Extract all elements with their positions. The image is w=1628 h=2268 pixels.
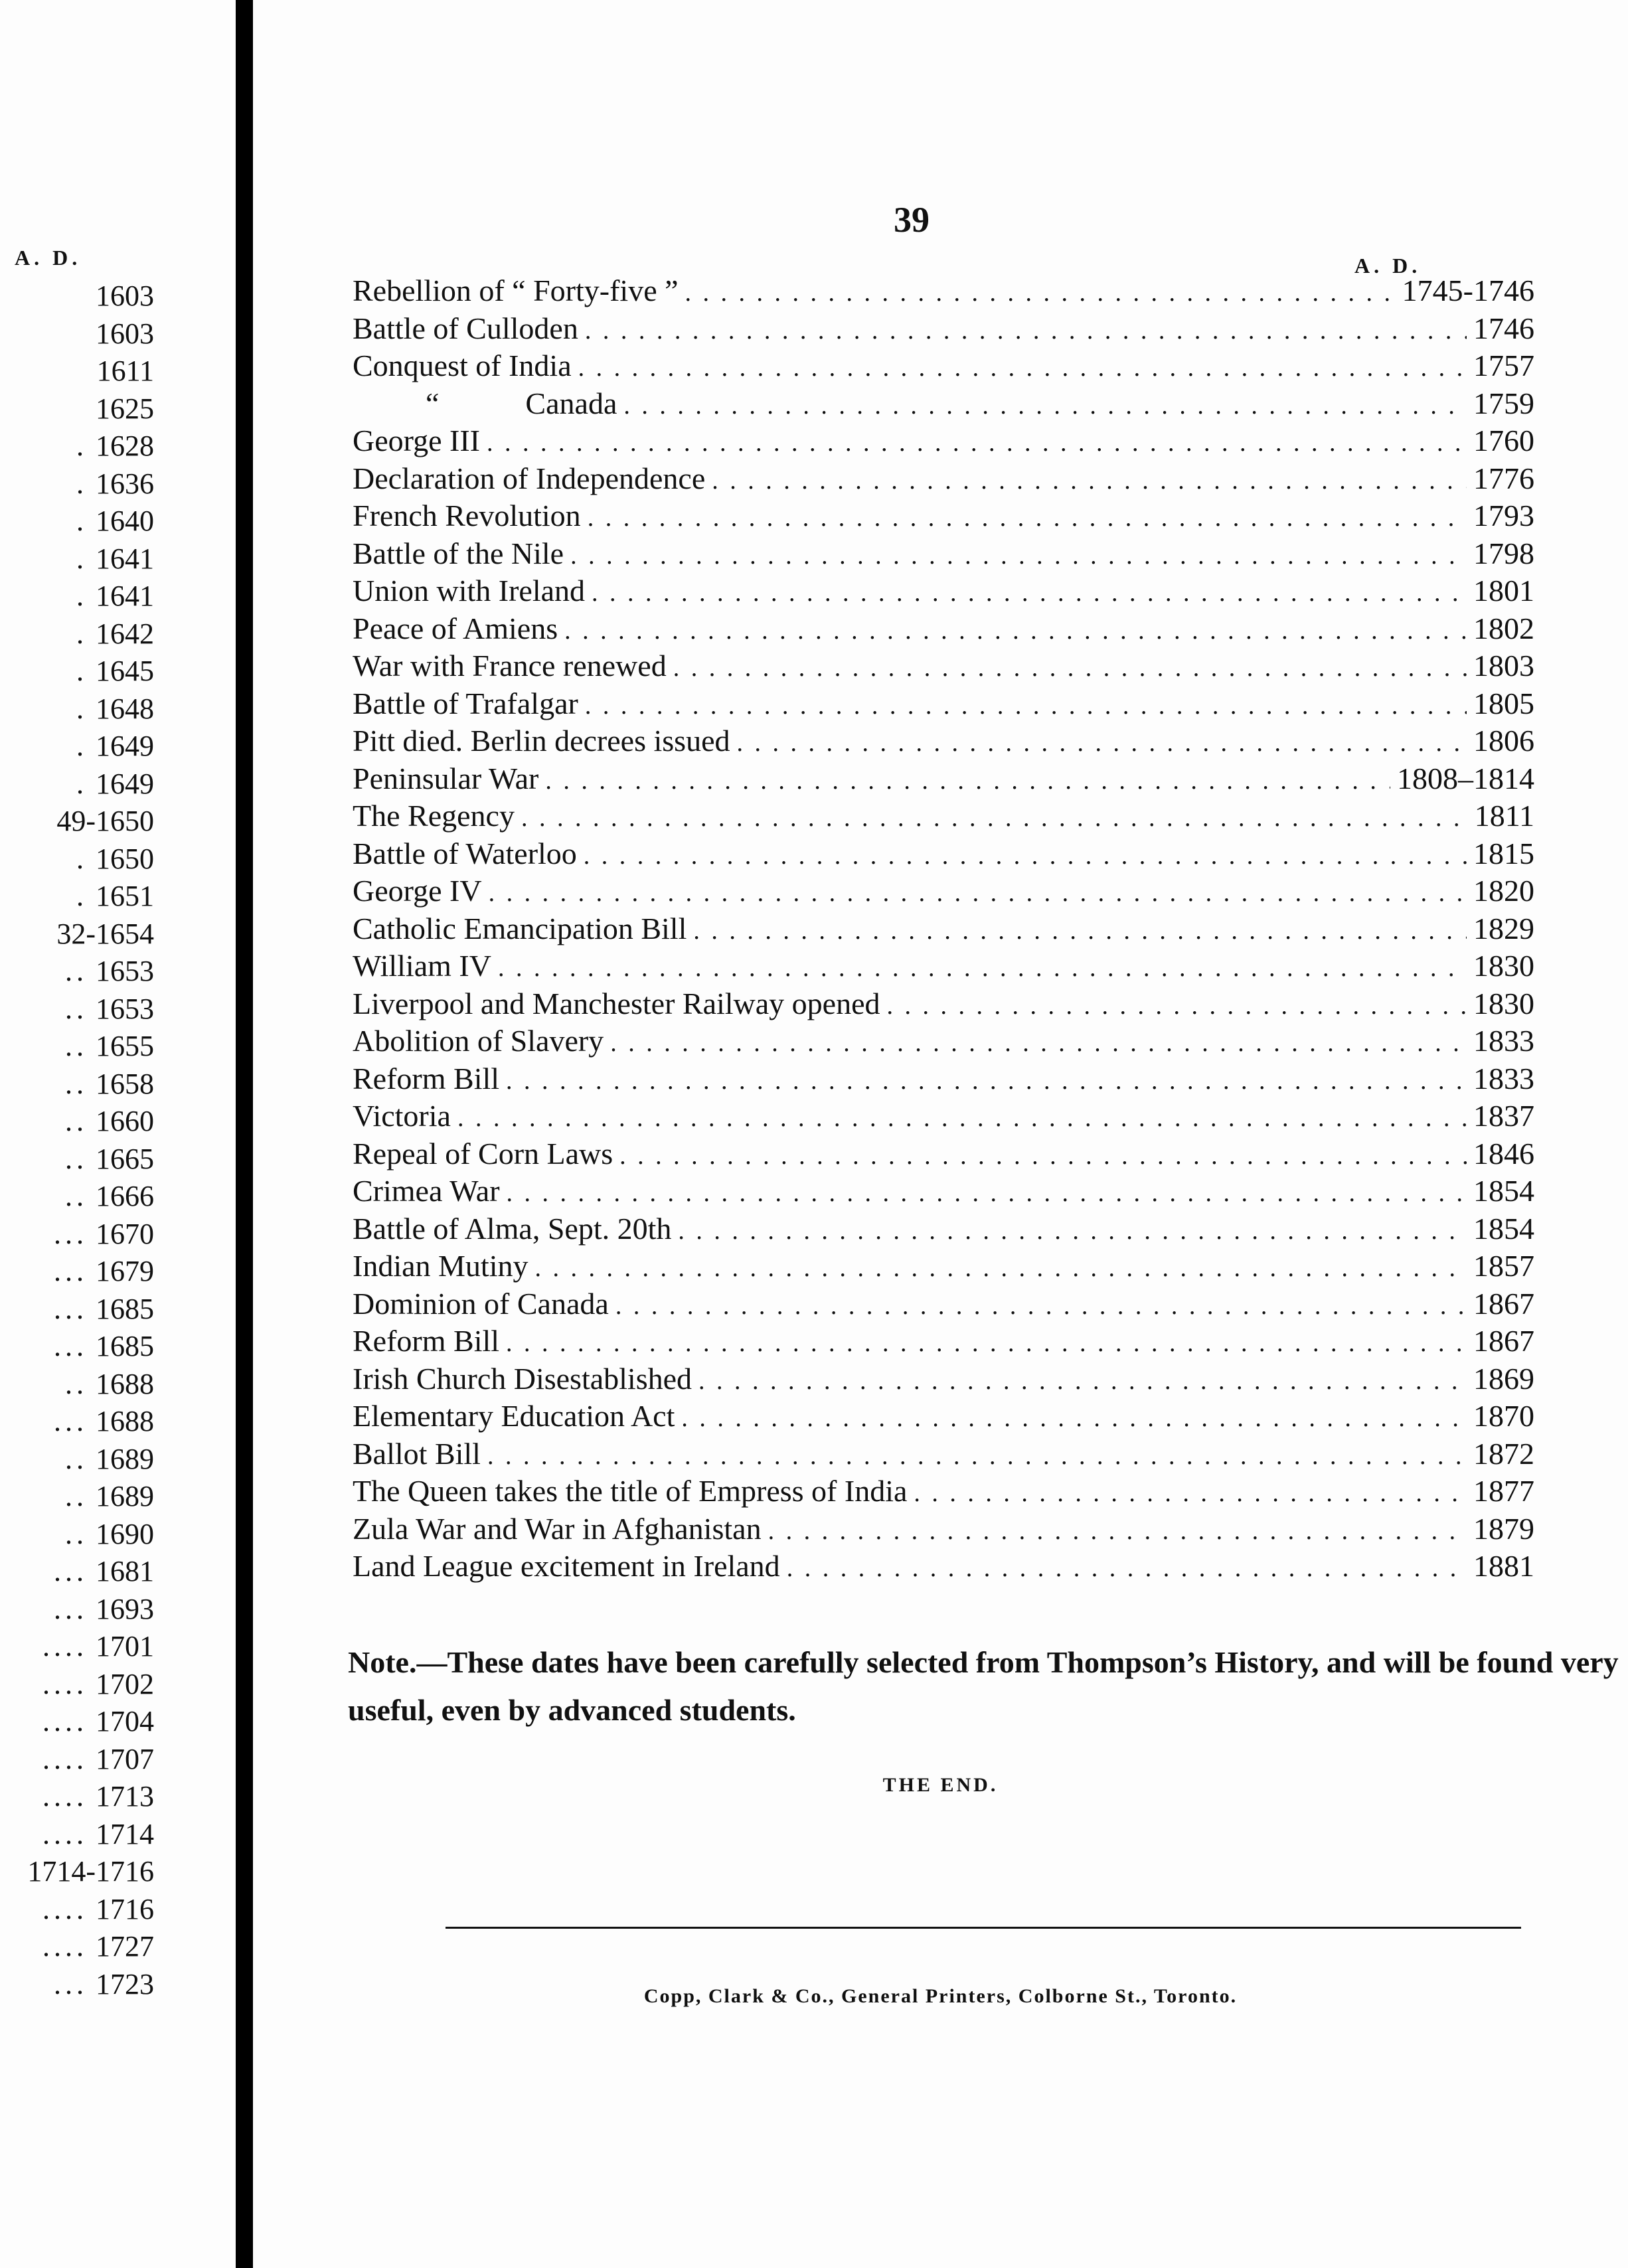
left-date: 1666	[96, 1180, 154, 1212]
left-date-row	[0, 653, 154, 690]
leader-dots	[498, 949, 1467, 987]
left-date-row	[0, 1478, 154, 1516]
left-date-row	[0, 1103, 154, 1141]
event-date: 1869	[1473, 1361, 1534, 1396]
chronology-entry	[353, 1060, 1534, 1098]
left-date-row	[0, 1853, 154, 1891]
event-name: French Revolution	[353, 499, 581, 532]
left-date-row	[0, 766, 154, 803]
event-name: The Regency	[353, 799, 515, 833]
left-date: 1653	[96, 992, 154, 1025]
leader-dots	[489, 874, 1467, 912]
left-date: 1649	[96, 767, 154, 800]
event-date: 1815	[1473, 836, 1534, 870]
date-column-header: A. D.	[1354, 254, 1422, 278]
left-leader-dots: ..	[65, 1367, 88, 1400]
chronology-entry	[353, 1285, 1534, 1323]
leader-dots	[623, 387, 1467, 425]
event-name: Abolition of Slavery	[353, 1024, 604, 1058]
event-name: Pitt died. Berlin decrees issued	[353, 724, 730, 758]
event-date: 1798	[1473, 536, 1534, 570]
event-date: 1829	[1473, 911, 1534, 945]
left-date: 1642	[96, 617, 154, 650]
left-leader-dots: ....	[42, 1742, 88, 1775]
event-date: 1830	[1473, 949, 1534, 983]
leader-dots	[768, 1512, 1467, 1550]
left-date-row	[0, 1441, 154, 1479]
left-leader-dots: .	[76, 430, 88, 462]
event-name: Catholic Emancipation Bill	[353, 911, 687, 945]
left-date-row	[0, 1516, 154, 1554]
event-name: Land League excitement in Ireland	[353, 1549, 780, 1583]
left-leader-dots: ..	[65, 1067, 88, 1100]
leader-dots	[487, 424, 1467, 462]
left-date-row	[0, 1366, 154, 1404]
left-date-row	[0, 1178, 154, 1216]
left-leader-dots: ...	[54, 1255, 88, 1287]
leader-dots	[584, 837, 1467, 875]
left-date: 1704	[96, 1705, 154, 1738]
left-leader-dots: ....	[42, 1817, 88, 1850]
event-date: 1745-1746	[1402, 274, 1534, 307]
left-date: 1650	[96, 842, 154, 875]
left-leader-dots: ..	[65, 1517, 88, 1550]
chronology-entry	[353, 1435, 1534, 1473]
event-date: 1808–1814	[1397, 761, 1534, 795]
event-name: Peninsular War	[353, 761, 539, 795]
event-date: 1802	[1473, 611, 1534, 645]
chronology-entry	[353, 610, 1534, 648]
left-date: 1660	[96, 1105, 154, 1137]
event-name: Union with Ireland	[353, 574, 586, 608]
left-leader-dots: ...	[54, 1405, 88, 1437]
event-name: Conquest of India	[353, 349, 572, 382]
chronology-entry	[353, 647, 1534, 685]
left-leader-dots: .	[76, 617, 88, 650]
left-date: 1685	[96, 1292, 154, 1325]
leader-dots	[712, 462, 1467, 500]
left-leader-dots: .	[76, 692, 88, 725]
chronology-entry	[353, 1398, 1534, 1435]
left-leader-dots: .	[76, 542, 88, 575]
left-date: 1603	[96, 317, 154, 350]
event-date: 1806	[1473, 724, 1534, 758]
left-leader-dots: ..	[65, 1480, 88, 1512]
event-name: Declaration of Independence	[353, 461, 706, 495]
leader-dots	[585, 687, 1467, 725]
chronology-entry	[353, 947, 1534, 985]
chronology-entry	[353, 1097, 1534, 1135]
chronology-entry	[353, 347, 1534, 385]
left-date-list	[0, 278, 154, 2003]
left-date: 1723	[96, 1967, 154, 2000]
leader-dots	[610, 1024, 1467, 1062]
left-leader-dots: ....	[42, 1780, 88, 1813]
left-date-row	[0, 1966, 154, 2004]
note-paragraph: Note.—These dates have been carefully selected from Thompson’s History, and will be found very useful, even by advanced students.	[348, 1645, 1619, 1727]
chronology-entry	[353, 1248, 1534, 1285]
leader-dots	[521, 799, 1468, 837]
chronology-entry	[353, 685, 1534, 723]
event-name: Elementary Education Act	[353, 1399, 675, 1433]
left-leader-dots: .	[76, 767, 88, 800]
chronology-entry	[353, 797, 1534, 835]
event-name: Ballot Bill	[353, 1436, 481, 1471]
left-date-row	[0, 1216, 154, 1254]
left-date-row	[0, 1778, 154, 1816]
event-name: George IV	[353, 874, 482, 908]
leader-dots	[578, 349, 1467, 387]
left-page	[0, 0, 236, 2268]
event-name: Reform Bill	[353, 1061, 500, 1095]
left-date-row	[0, 1553, 154, 1591]
left-leader-dots: ..	[65, 992, 88, 1025]
left-date: 1702	[96, 1667, 154, 1700]
leader-dots	[681, 1400, 1467, 1437]
left-date: 1645	[96, 655, 154, 687]
chronology-entry	[353, 722, 1534, 760]
left-date-row	[0, 1628, 154, 1666]
chronology-entry	[353, 835, 1534, 873]
left-leader-dots: .	[76, 655, 88, 687]
left-date: 1658	[96, 1067, 154, 1100]
leader-dots	[588, 499, 1467, 537]
left-date: 1670	[96, 1217, 154, 1250]
chronology-entry	[353, 1173, 1534, 1210]
leader-dots	[457, 1099, 1467, 1137]
left-date-row	[0, 315, 154, 353]
left-date-row	[0, 1891, 154, 1929]
left-date-row	[0, 465, 154, 503]
left-date-row	[0, 428, 154, 465]
left-leader-dots: ...	[54, 1555, 88, 1587]
left-leader-dots: ....	[42, 1630, 88, 1662]
left-date: 1625	[96, 392, 154, 425]
left-date: 1628	[96, 430, 154, 462]
left-date: 1641	[96, 542, 154, 575]
left-date-row	[0, 1928, 154, 1966]
event-name: Peace of Amiens	[353, 611, 558, 645]
leader-dots	[570, 537, 1467, 575]
leader-dots	[787, 1550, 1467, 1587]
left-date: 1655	[96, 1030, 154, 1062]
left-leader-dots: ...	[54, 1292, 88, 1325]
event-name: Victoria	[353, 1099, 451, 1133]
event-date: 1811	[1474, 799, 1534, 833]
event-date: 1872	[1473, 1436, 1534, 1471]
chronology-entry	[353, 1135, 1534, 1173]
left-date: 1693	[96, 1592, 154, 1625]
left-date-row	[0, 1291, 154, 1329]
left-date-row	[0, 1141, 154, 1178]
event-name: George III	[353, 424, 480, 457]
left-leader-dots: ...	[54, 1217, 88, 1250]
the-end-label: THE END.	[882, 1774, 999, 1796]
leader-dots	[506, 1062, 1467, 1100]
left-leader-dots: .	[76, 730, 88, 762]
left-date-row	[0, 991, 154, 1028]
left-leader-dots: .	[76, 467, 88, 500]
printer-imprint: Copp, Clark & Co., General Printers, Colborne St., Toronto.	[643, 1985, 1238, 2007]
chronology-entry	[353, 1022, 1534, 1060]
chronology-entry	[353, 760, 1534, 798]
left-date-row	[0, 803, 154, 841]
chronology-entry	[353, 1510, 1534, 1548]
chronology-entry	[353, 422, 1534, 460]
event-date: 1870	[1473, 1399, 1534, 1433]
chronology-entry	[353, 1473, 1534, 1510]
left-date: 1701	[96, 1630, 154, 1662]
event-name: “	[426, 386, 440, 420]
event-date: 1760	[1473, 424, 1534, 457]
event-date: 1837	[1473, 1099, 1534, 1133]
left-date: 1641	[96, 580, 154, 612]
left-date-row	[0, 1253, 154, 1291]
event-name: Rebellion of “ Forty-five ”	[353, 274, 679, 307]
event-date: 1881	[1473, 1549, 1534, 1583]
left-date: 1611	[96, 355, 154, 387]
left-leader-dots: .	[76, 842, 88, 875]
left-leader-dots: .	[76, 505, 88, 537]
left-date-row	[0, 1028, 154, 1066]
left-date: 1714	[96, 1817, 154, 1850]
event-date: 1867	[1473, 1324, 1534, 1358]
left-leader-dots: ..	[65, 1442, 88, 1475]
event-name: Battle of Trafalgar	[353, 686, 578, 720]
leader-dots	[615, 1287, 1467, 1325]
left-leader-dots: .	[76, 880, 88, 912]
event-name: Dominion of Canada	[353, 1286, 609, 1321]
leader-dots	[737, 724, 1467, 762]
left-date: 1640	[96, 505, 154, 537]
event-date: 1830	[1473, 986, 1534, 1020]
chronology-entry	[353, 460, 1534, 498]
leader-dots	[592, 574, 1467, 612]
chronology-entry	[353, 272, 1534, 310]
event-name: William IV	[353, 949, 491, 983]
left-date-row	[0, 278, 154, 315]
left-date-row	[0, 503, 154, 540]
chronology-entry	[353, 910, 1534, 948]
left-date-row	[0, 615, 154, 653]
event-date: 1877	[1473, 1474, 1534, 1508]
right-page	[253, 0, 1628, 2268]
left-date: 1653	[96, 955, 154, 987]
event-date: 1854	[1473, 1174, 1534, 1208]
left-date: 1648	[96, 692, 154, 725]
left-date-row	[0, 578, 154, 615]
event-subname: Canada	[525, 386, 617, 420]
event-date: 1793	[1473, 499, 1534, 532]
left-leader-dots: ....	[42, 1930, 88, 1963]
left-leader-dots: ..	[65, 955, 88, 987]
event-date: 1820	[1473, 874, 1534, 908]
leader-dots	[507, 1174, 1467, 1212]
left-date: 1679	[96, 1255, 154, 1287]
left-date: 1688	[96, 1405, 154, 1437]
left-date: 1665	[96, 1142, 154, 1175]
left-date: 1714-1716	[27, 1855, 154, 1888]
chronology-entry	[353, 985, 1534, 1023]
event-name: Battle of Waterloo	[353, 836, 577, 870]
event-name: Battle of Culloden	[353, 311, 578, 345]
event-date: 1803	[1473, 649, 1534, 683]
event-name: Liverpool and Manchester Railway opened	[353, 986, 880, 1020]
leader-dots	[678, 1212, 1467, 1250]
leader-dots	[564, 612, 1467, 650]
left-leader-dots: ..	[65, 1030, 88, 1062]
left-date-row	[0, 841, 154, 878]
leader-dots	[585, 312, 1467, 350]
left-date-row	[0, 540, 154, 578]
left-date: 1689	[96, 1480, 154, 1512]
left-date-row	[0, 1666, 154, 1704]
event-date: 1854	[1473, 1211, 1534, 1246]
left-leader-dots: ..	[65, 1180, 88, 1212]
left-date-row	[0, 1403, 154, 1441]
event-date: 1805	[1473, 686, 1534, 720]
left-leader-dots: .	[76, 580, 88, 612]
leader-dots	[545, 762, 1390, 800]
left-date-row	[0, 916, 154, 953]
chronology-entry	[353, 497, 1534, 535]
event-name: Zula War and War in Afghanistan	[353, 1511, 762, 1546]
left-date: 1727	[96, 1930, 154, 1963]
chronology-entry	[353, 385, 1534, 423]
left-date: 1713	[96, 1780, 154, 1813]
page-number: 39	[894, 200, 930, 240]
leader-dots	[534, 1250, 1467, 1287]
left-leader-dots: ...	[54, 1592, 88, 1625]
left-date: 1689	[96, 1442, 154, 1475]
event-name: Crimea War	[353, 1174, 500, 1208]
event-name: Reform Bill	[353, 1324, 500, 1358]
left-date-row	[0, 1741, 154, 1779]
left-date: 1690	[96, 1517, 154, 1550]
event-date: 1833	[1473, 1024, 1534, 1058]
event-date: 1879	[1473, 1511, 1534, 1546]
page-gutter	[236, 0, 253, 2268]
left-date: 32-1654	[56, 917, 154, 950]
left-date-row	[0, 728, 154, 766]
left-date: 1649	[96, 730, 154, 762]
event-name: The Queen takes the title of Empress of India	[353, 1474, 908, 1508]
left-date: 1685	[96, 1330, 154, 1362]
event-name: Repeal of Corn Laws	[353, 1136, 613, 1171]
leader-dots	[506, 1325, 1467, 1362]
left-column-header: A. D.	[15, 246, 82, 270]
chronology-entry	[353, 1360, 1534, 1398]
event-date: 1757	[1473, 349, 1534, 382]
chronology-entry	[353, 310, 1534, 348]
left-date-row	[0, 1066, 154, 1103]
left-date-row	[0, 878, 154, 916]
leader-dots	[693, 912, 1467, 950]
left-date-row	[0, 1816, 154, 1854]
chronology-entry	[353, 572, 1534, 610]
left-leader-dots: ....	[42, 1705, 88, 1738]
event-date: 1746	[1473, 311, 1534, 345]
chronology-entry	[353, 1210, 1534, 1248]
leader-dots	[685, 274, 1396, 312]
left-date: 1603	[96, 280, 154, 312]
event-name: Battle of Alma, Sept. 20th	[353, 1211, 672, 1246]
leader-dots	[673, 649, 1467, 687]
left-date-row	[0, 1328, 154, 1366]
left-date-row	[0, 953, 154, 991]
left-leader-dots: ..	[65, 1105, 88, 1137]
left-date: 1651	[96, 880, 154, 912]
left-date-row	[0, 690, 154, 728]
left-leader-dots: ...	[54, 1330, 88, 1362]
left-date: 49-1650	[56, 805, 154, 837]
left-date: 1636	[96, 467, 154, 500]
left-leader-dots: ..	[65, 1142, 88, 1175]
event-name: Indian Mutiny	[353, 1249, 529, 1283]
event-date: 1776	[1473, 461, 1534, 495]
chronology-entry	[353, 1548, 1534, 1585]
event-name: Battle of the Nile	[353, 536, 564, 570]
chronology-entry	[353, 535, 1534, 573]
left-leader-dots: ....	[42, 1667, 88, 1700]
left-leader-dots: ...	[54, 1967, 88, 2000]
chronology-list	[353, 272, 1534, 1585]
leader-dots	[914, 1475, 1467, 1512]
event-date: 1833	[1473, 1061, 1534, 1095]
left-date: 1688	[96, 1367, 154, 1400]
event-date: 1846	[1473, 1136, 1534, 1171]
leader-dots	[887, 987, 1467, 1025]
left-date-row	[0, 353, 154, 390]
left-date-row	[0, 1703, 154, 1741]
chronology-entry	[353, 872, 1534, 910]
event-date: 1857	[1473, 1249, 1534, 1283]
event-date: 1801	[1473, 574, 1534, 608]
left-date: 1681	[96, 1555, 154, 1587]
footer-rule	[446, 1927, 1521, 1929]
left-date-row	[0, 1591, 154, 1629]
leader-dots	[487, 1437, 1467, 1475]
left-leader-dots: ....	[42, 1892, 88, 1925]
left-date-row	[0, 390, 154, 428]
event-name: War with France renewed	[353, 649, 667, 683]
leader-dots	[619, 1137, 1467, 1175]
left-date: 1707	[96, 1742, 154, 1775]
chronology-entry	[353, 1323, 1534, 1360]
left-date: 1716	[96, 1892, 154, 1925]
event-date: 1759	[1473, 386, 1534, 420]
leader-dots	[698, 1362, 1467, 1400]
event-name: Irish Church Disestablished	[353, 1361, 692, 1396]
event-date: 1867	[1473, 1286, 1534, 1321]
